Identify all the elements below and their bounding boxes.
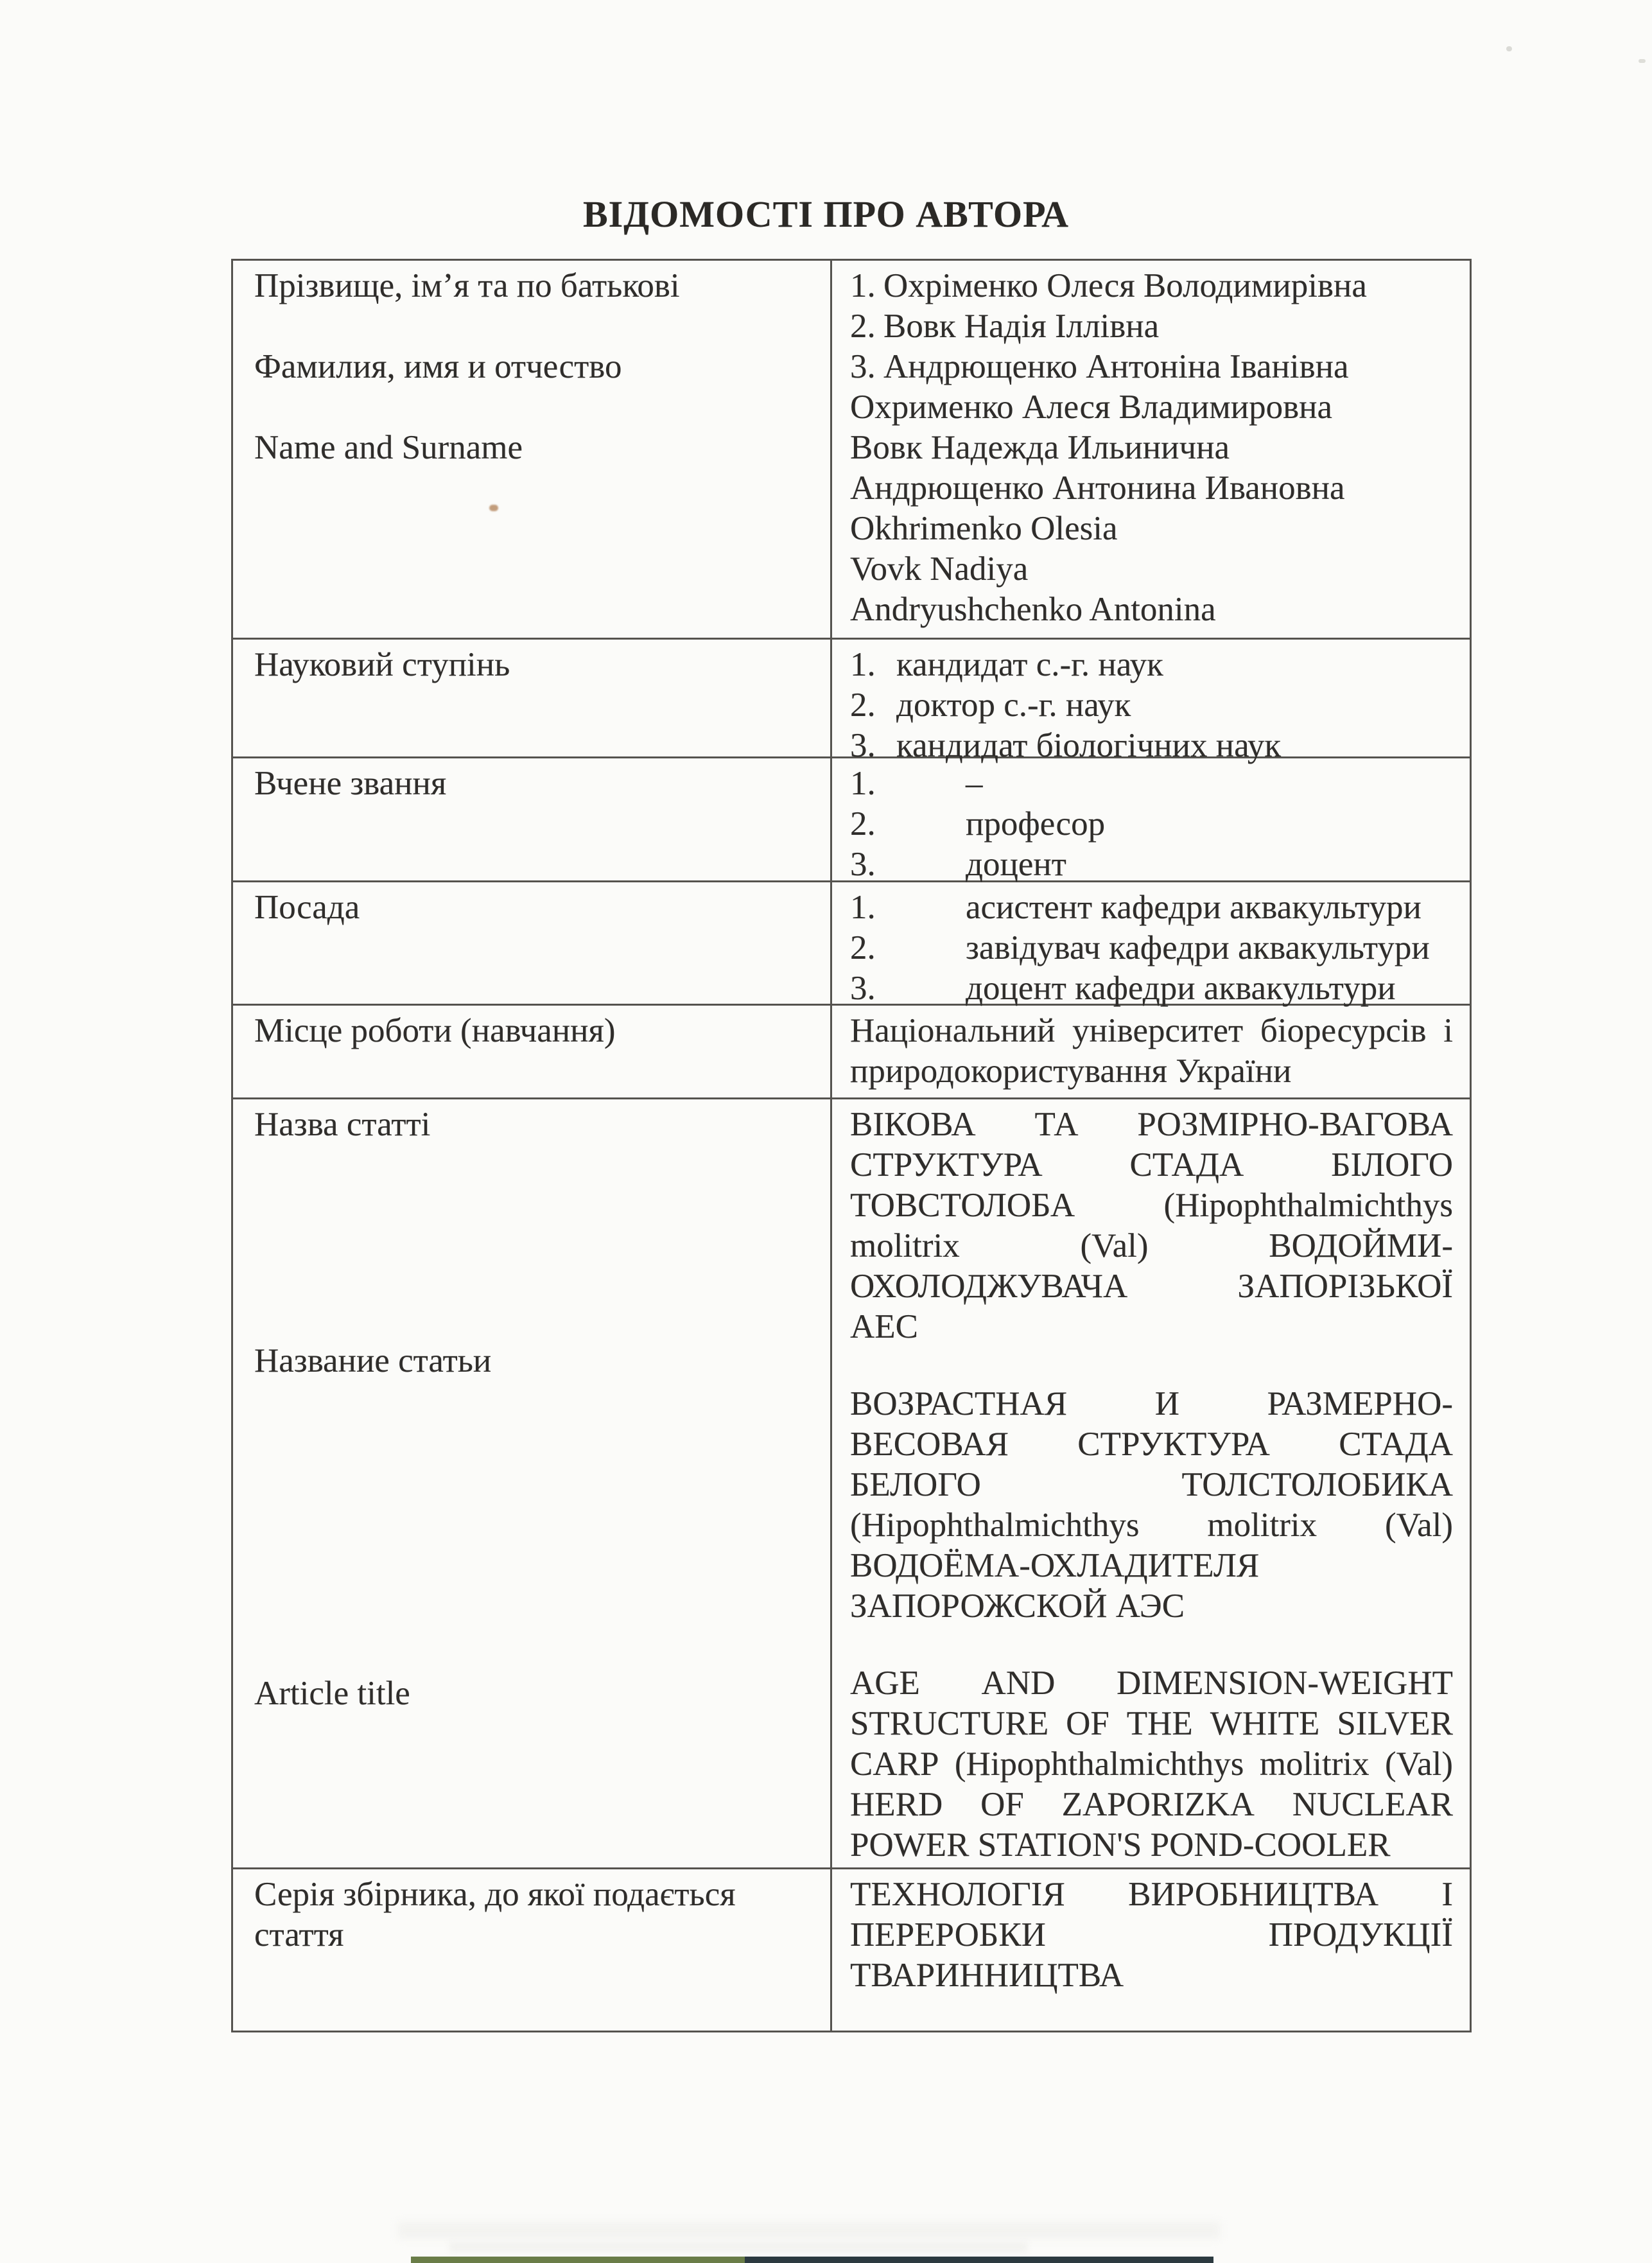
text-line (850, 1505, 1453, 1546)
text-line: Вовк Надежда Ильинична (850, 429, 1230, 466)
word: WHITE (1210, 1705, 1320, 1742)
text-line (850, 764, 1453, 804)
list-number: 2. (850, 308, 876, 345)
word: І (1441, 1876, 1453, 1913)
scan-artifact-edge-strip-green (411, 2257, 745, 2263)
text-line: POWER STATION'S POND-COOLER (850, 1826, 1391, 1864)
word: HERD (850, 1786, 943, 1823)
text-line (850, 685, 1453, 726)
value-cell-article-title (830, 1099, 1470, 1867)
word: СТРУКТУРА (850, 1146, 1043, 1184)
scan-artifact-speck-gray-1 (1506, 46, 1512, 51)
word: ОХОЛОДЖУВАЧА (850, 1268, 1128, 1305)
text-line (850, 1424, 1453, 1465)
text-line (850, 1384, 1453, 1424)
text-line: Article title (254, 1675, 410, 1712)
list-text: доцент (966, 846, 1066, 883)
text-line (850, 1465, 1453, 1505)
text-line: Vovk Nadiya (850, 550, 1029, 588)
word: (Val) (1385, 1745, 1453, 1783)
text-line (850, 347, 1453, 387)
word: СТАДА (1129, 1146, 1244, 1184)
text-line: ТВАРИННИЦТВА (850, 1957, 1124, 1994)
text-line: Місце роботи (навчання) (254, 1012, 616, 1049)
text-line (254, 387, 819, 428)
scan-artifact-speck-beige (489, 505, 498, 511)
text-line (850, 1266, 1453, 1307)
word: СТАДА (1339, 1426, 1453, 1463)
word: ZAPORIZKA (1061, 1786, 1255, 1823)
text-line: природокористування України (850, 1053, 1292, 1090)
label-cell-academic-title (233, 758, 830, 880)
word: БЕЛОГО (850, 1466, 981, 1503)
text-line: Посада (254, 889, 360, 926)
word: И (1154, 1385, 1180, 1422)
list-text: доцент кафедри аквакультури (966, 970, 1396, 1007)
value-cell-scientific-degree (830, 640, 1470, 764)
text-line (850, 1145, 1453, 1185)
text-line: Охрименко Алеся Владимировна (850, 389, 1333, 426)
list-text: кандидат с.-г. наук (896, 646, 1163, 683)
text-line (850, 266, 1453, 306)
word: ВІКОВА (850, 1106, 976, 1143)
paragraph-gap (850, 1627, 1453, 1663)
word: ВОЗРАСТНАЯ (850, 1385, 1068, 1422)
text-line: Назва статті (254, 1106, 431, 1143)
label-cell-full-name (233, 261, 830, 638)
text-line: ЗАПОРОЖСКОЙ АЭС (850, 1587, 1185, 1625)
text-line (850, 1011, 1453, 1051)
word: ПРОДУКЦІЇ (1268, 1916, 1453, 1953)
label-cell-article-title (233, 1099, 830, 1867)
list-text: завідувач кафедри аквакультури (966, 929, 1430, 966)
value-cell-series (830, 1869, 1470, 2031)
value-cell-position (830, 882, 1470, 1007)
list-number: 3. (850, 348, 876, 385)
word: ВЕСОВАЯ (850, 1426, 1009, 1463)
list-text: – (966, 765, 983, 802)
word: NUCLEAR (1292, 1786, 1453, 1823)
text-line (850, 887, 1453, 928)
word: ТОВСТОЛОБА (850, 1187, 1075, 1224)
table-row-position (233, 880, 1470, 1007)
text-line: ВОДОЁМА-ОХЛАДИТЕЛЯ (850, 1547, 1260, 1584)
list-number: 1. (850, 646, 876, 683)
word: ВИРОБНИЦТВА (1128, 1876, 1379, 1913)
text-line (850, 844, 1453, 885)
word: ПЕРЕРОБКИ (850, 1916, 1046, 1953)
paragraph-gap (850, 1347, 1453, 1384)
text-line: Вчене звання (254, 765, 447, 802)
table-row-series (233, 1867, 1470, 2031)
word: ТЕХНОЛОГІЯ (850, 1876, 1065, 1913)
text-line: Серія збірника, до якої подається (254, 1876, 736, 1913)
text-line: Andryushchenko Antonina (850, 591, 1216, 628)
text-line (850, 804, 1453, 844)
word: AND (981, 1664, 1056, 1702)
list-number: 1. (850, 889, 876, 926)
word: біоресурсів (1260, 1012, 1427, 1049)
word: (Hipophthalmichthys (850, 1507, 1140, 1544)
text-line: Андрющенко Антонина Ивановна (850, 469, 1345, 507)
word: БІЛОГО (1331, 1146, 1453, 1184)
label-cell-position (233, 882, 830, 1004)
word: ТА (1034, 1106, 1079, 1143)
text-line (254, 306, 819, 347)
text-line (850, 1704, 1453, 1744)
text-line (850, 645, 1453, 685)
list-text: професор (966, 805, 1106, 843)
scan-artifact-edge-strip-dark (745, 2257, 1213, 2263)
value-cell-academic-title (830, 758, 1470, 883)
list-text: Андрющенко Антоніна Іванівна (883, 348, 1349, 385)
list-text: доктор с.-г. наук (896, 686, 1131, 724)
word: molitrix (1207, 1507, 1317, 1544)
text-line: Прізвище, ім’я та по батькові (254, 267, 680, 304)
list-number: 3. (850, 846, 876, 883)
list-text: Охріменко Олеся Володимирівна (883, 267, 1367, 304)
word: OF (1066, 1705, 1109, 1742)
word: (Hipophthalmichthys (954, 1745, 1244, 1783)
scan-artifact-speck-gray-2 (1639, 59, 1646, 63)
word: університет (1072, 1012, 1244, 1049)
text-line (850, 928, 1453, 968)
value-cell-place-of-work (830, 1006, 1470, 1097)
word: (Val) (1080, 1227, 1149, 1264)
table-row-article-title (233, 1097, 1470, 1867)
word: РОЗМІРНО-ВАГОВА (1137, 1106, 1453, 1143)
word: (Val) (1385, 1507, 1453, 1544)
label-cell-series (233, 1869, 830, 2031)
label-cell-scientific-degree (233, 640, 830, 756)
table-row-academic-title (233, 756, 1470, 883)
text-line: АЕС (850, 1308, 918, 1345)
list-text: Вовк Надія Іллівна (883, 308, 1160, 345)
word: SILVER (1337, 1705, 1453, 1742)
text-line (850, 1105, 1453, 1145)
word: molitrix (1259, 1745, 1369, 1783)
label-cell-place-of-work (233, 1006, 830, 1097)
scan-artifact-ghost-band-1 (398, 2222, 1220, 2239)
list-text: кандидат біологічних наук (896, 727, 1282, 764)
table-row-place-of-work (233, 1004, 1470, 1097)
text-line (850, 1874, 1453, 1915)
table-row-scientific-degree (233, 638, 1470, 764)
word: OF (980, 1786, 1024, 1823)
text-line: Okhrimenko Olesia (850, 510, 1118, 547)
list-number: 2. (850, 929, 876, 966)
list-number: 1. (850, 267, 876, 304)
word: AGE (850, 1664, 920, 1702)
word: РАЗМЕРНО- (1267, 1385, 1453, 1422)
text-line: Фамилия, имя и отчество (254, 348, 622, 385)
word: DIMENSION-WEIGHT (1116, 1664, 1453, 1702)
text-line: стаття (254, 1916, 344, 1953)
list-number: 3. (850, 970, 876, 1007)
list-number: 2. (850, 686, 876, 724)
word: і (1443, 1012, 1453, 1049)
word: СТРУКТУРА (1077, 1426, 1270, 1463)
word: ЗАПОРІЗЬКОЇ (1237, 1268, 1453, 1305)
text-line: Name and Surname (254, 429, 523, 466)
text-line (850, 1226, 1453, 1266)
list-number: 1. (850, 765, 876, 802)
text-line (850, 1785, 1453, 1825)
list-number: 2. (850, 805, 876, 843)
author-info-table (231, 259, 1472, 2032)
text-line (850, 1744, 1453, 1785)
page-title: ВІДОМОСТІ ПРО АВТОРА (582, 193, 1070, 235)
text-line (850, 1663, 1453, 1704)
word: THE (1126, 1705, 1193, 1742)
word: CARP (850, 1745, 939, 1783)
text-line (850, 1185, 1453, 1226)
text-line: Науковий ступінь (254, 646, 510, 683)
text-line (850, 968, 1453, 1009)
text-line: Название статьи (254, 1342, 492, 1379)
list-number: 3. (850, 727, 876, 764)
word: ТОЛСТОЛОБИКА (1181, 1466, 1453, 1503)
list-text: асистент кафедри аквакультури (966, 889, 1422, 926)
word: Національний (850, 1012, 1056, 1049)
scan-artifact-ghost-band-2 (449, 2242, 1027, 2251)
table-row-full-name (233, 261, 1470, 638)
word: STRUCTURE (850, 1705, 1049, 1742)
text-line (850, 306, 1453, 347)
word: molitrix (850, 1227, 960, 1264)
text-line (850, 1915, 1453, 1955)
value-cell-full-name (830, 261, 1470, 638)
word: (Hipophthalmichthys (1163, 1187, 1453, 1224)
word: ВОДОЙМИ- (1269, 1227, 1453, 1264)
